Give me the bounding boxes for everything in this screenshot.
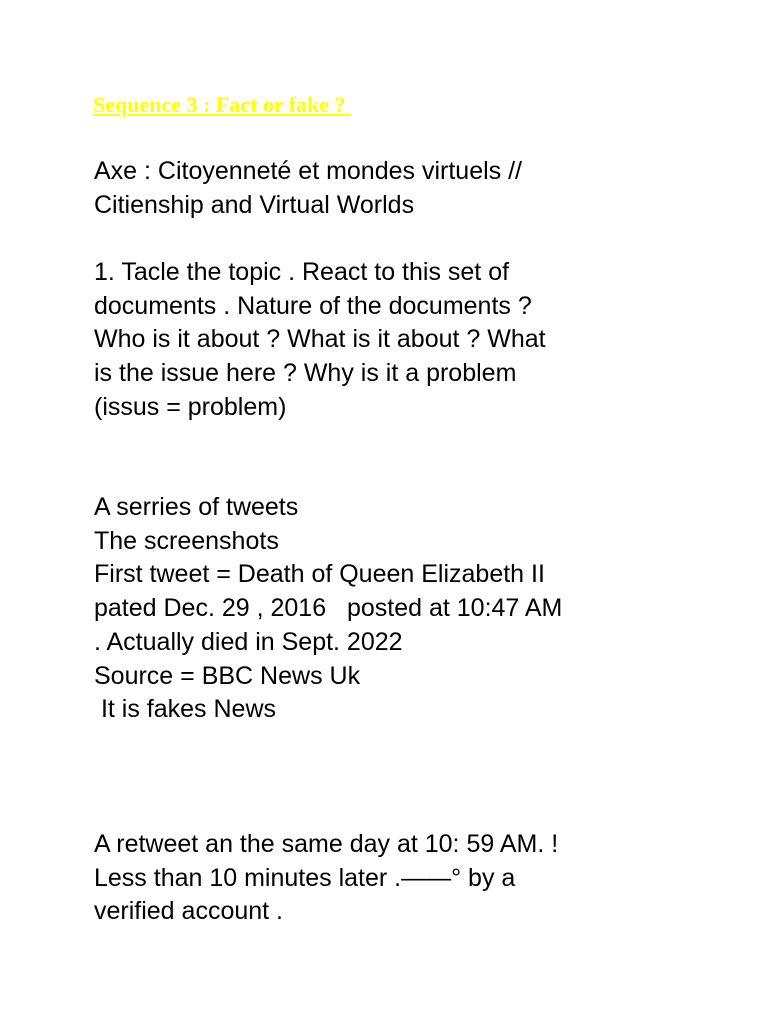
analysis-line: Source = BBC News Uk (94, 661, 361, 690)
retweet-paragraph (94, 828, 734, 929)
analysis-line: . Actually died in Sept. 2022 (94, 627, 403, 656)
analysis-paragraph (94, 491, 734, 727)
question-line: 1. Tacle the topic . React to this set of (94, 258, 510, 286)
axe-line: Axe : Citoyenneté et mondes virtuels // (94, 157, 522, 185)
page-title: Sequence 3 : Fact or fake ? (93, 92, 352, 117)
question-1-paragraph (94, 256, 734, 425)
axe-line: Citienship and Virtual Worlds (94, 190, 415, 219)
analysis-line: pated Dec. 29 , 2016 posted at 10:47 AM (94, 594, 563, 623)
retweet-line: verified account . (94, 897, 283, 926)
analysis-line: A serries of tweets (94, 493, 299, 521)
axe-paragraph (94, 155, 734, 222)
question-line: Who is it about ? What is it about ? What (94, 325, 546, 354)
retweet-line: Less than 10 minutes later .——° by a (94, 863, 516, 892)
question-line: is the issue here ? Why is it a problem (94, 359, 517, 388)
analysis-line: The screenshots (94, 526, 279, 555)
analysis-line: First tweet = Death of Queen Elizabeth II (94, 560, 545, 589)
question-line: (issus = problem) (94, 392, 287, 421)
analysis-line: It is fakes News (94, 695, 276, 724)
question-line: documents . Nature of the documents ? (94, 291, 532, 320)
retweet-line: A retweet an the same day at 10: 59 AM. ! (94, 830, 559, 858)
